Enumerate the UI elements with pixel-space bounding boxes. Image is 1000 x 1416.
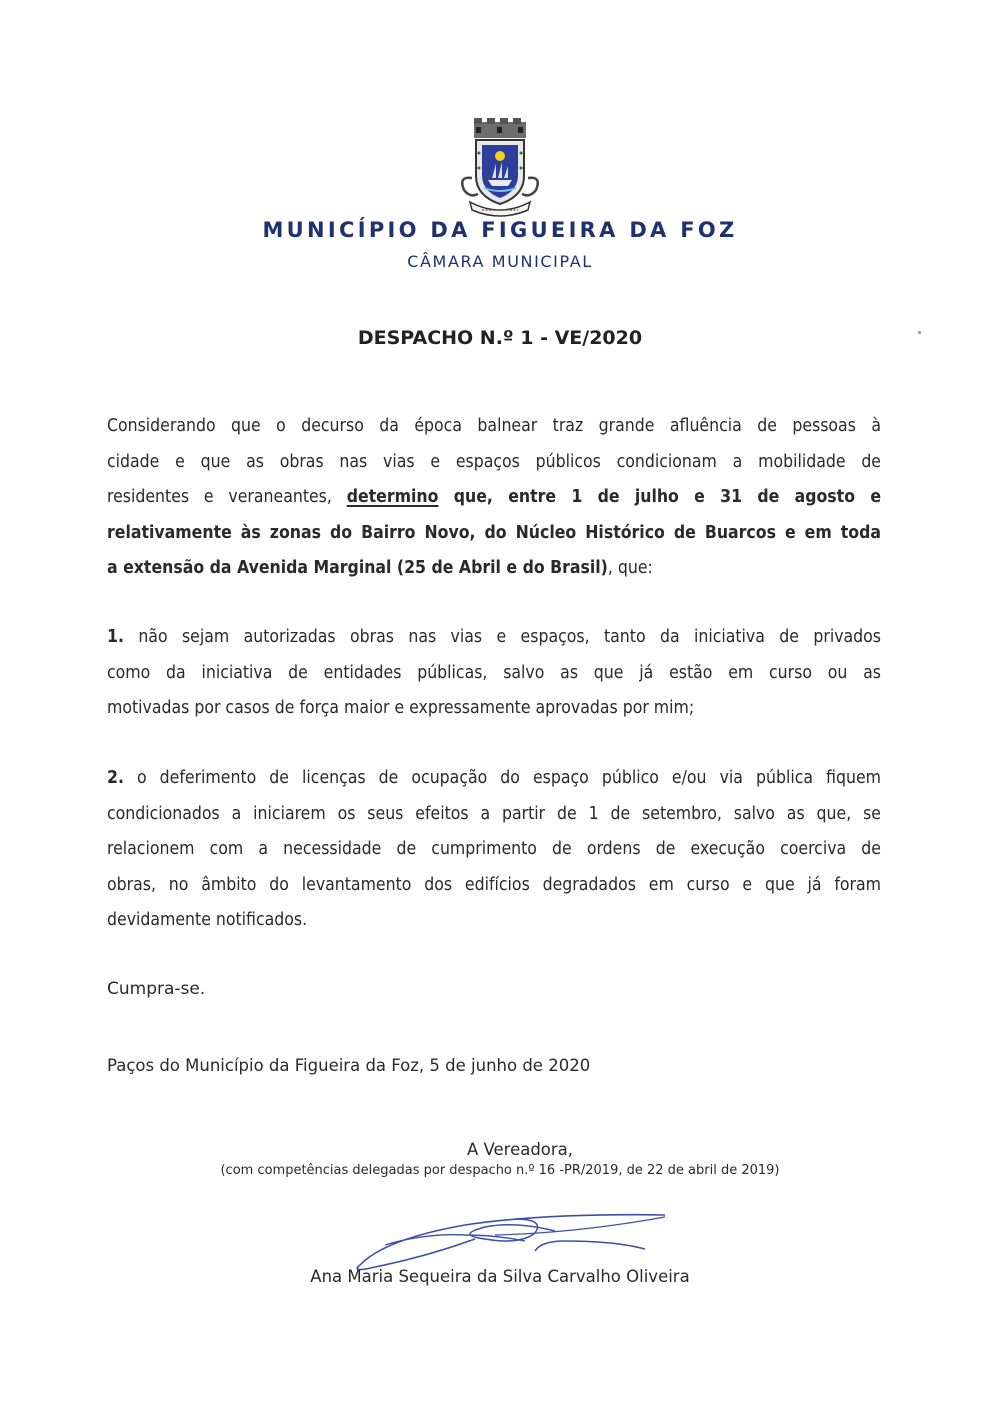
intro-line: relativamente às zonas do Bairro Novo, do Núcleo Histórico de Buarcos e em toda (107, 522, 881, 543)
document-title: DESPACHO N.º 1 - VE/2020 (357, 327, 643, 349)
item-line: como da iniciativa de entidades públicas, salvo as que já estão em curso ou as (107, 662, 881, 683)
intro-paragraph (107, 409, 881, 587)
intro-text: residentes e veraneantes, (107, 487, 347, 507)
municipal-coat-of-arms-icon (452, 118, 548, 218)
item-line: relacionem com a necessidade de cumprimento de ordens de execução coerciva de (107, 839, 881, 859)
intro-line: cidade e que as obras nas vias e espaços públicos condicionam a mobilidade de (107, 451, 881, 472)
item-number: 2. (107, 768, 124, 788)
intro-text: , que: (607, 558, 653, 578)
item-line: devidamente notificados. (107, 910, 308, 930)
item-text: o deferimento de licenças de ocupação do espaço público e/ou via pública fiquem (123, 768, 881, 788)
delegation-note: (com competências delegadas por despacho n.º 16 -PR/2019, de 22 de abril de 2019) (220, 1163, 780, 1178)
handwritten-signature-icon (345, 1205, 675, 1275)
item-1-paragraph (107, 620, 881, 727)
item-line: obras, no âmbito do levantamento dos edifícios degradados em curso e que já foram (107, 874, 881, 895)
item-text: não sejam autorizadas obras nas vias e espaços, tanto da iniciativa de privados (123, 627, 881, 647)
signer-role: A Vereadora, (466, 1140, 574, 1159)
item-number: 1. (107, 627, 124, 647)
organization-name: MUNICÍPIO DA FIGUEIRA DA FOZ (262, 218, 738, 242)
intro-bold-text: a extensão da Avenida Marginal (25 de Abril e do Brasil) (107, 558, 608, 578)
department-name: CÂMARA MUNICIPAL (407, 252, 593, 271)
item-line (107, 620, 881, 656)
item-line: motivadas por casos de força maior e expressamente aprovadas por mim; (107, 698, 695, 718)
determino-emphasis: determino (346, 487, 439, 507)
intro-line: Considerando que o decurso da época balnear traz grande afluência de pessoas à (107, 416, 881, 436)
item-line: condicionados a iniciarem os seus efeitos a partir de 1 de setembro, salvo as que, se (107, 803, 881, 824)
place-date: Paços do Município da Figueira da Foz, 5 de junho de 2020 (107, 1056, 591, 1075)
item-2-paragraph (107, 761, 881, 939)
intro-bold-text: que, entre 1 de julho e 31 de agosto e (438, 487, 881, 507)
intro-line (107, 480, 881, 516)
intro-line (107, 551, 881, 587)
signer-name: Ana Maria Sequeira da Silva Carvalho Oliveira (310, 1267, 690, 1286)
item-line (107, 761, 881, 797)
closing-text: Cumpra-se. (107, 979, 206, 999)
